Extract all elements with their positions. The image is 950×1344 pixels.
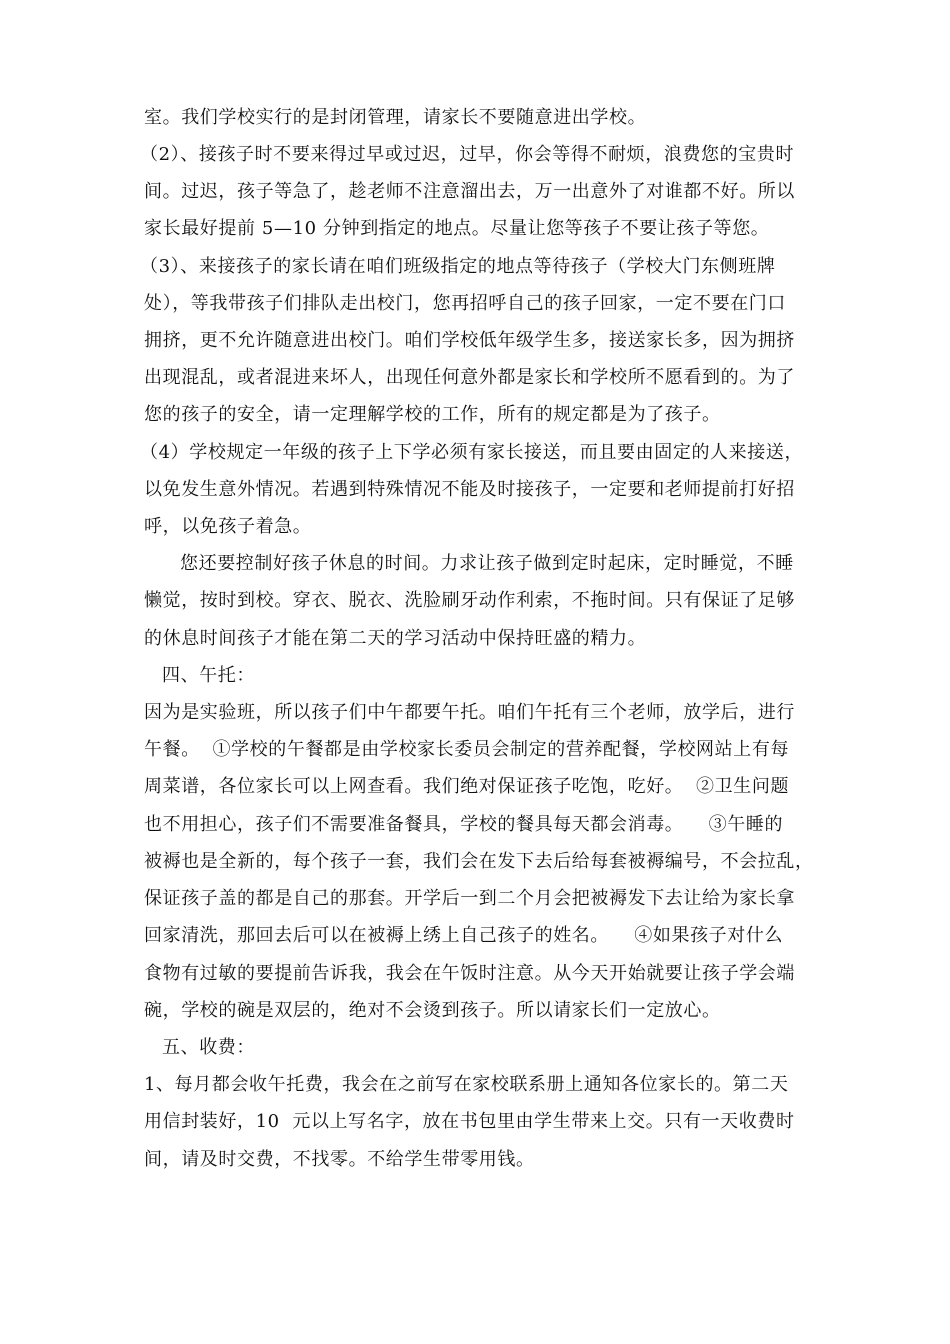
text-line: 以免发生意外情况。若遇到特殊情况不能及时接孩子，一定要和老师提前打好招	[144, 479, 795, 500]
text-line: 懒觉，按时到校。穿衣、脱衣、洗脸刷牙动作利索，不拖时间。只有保证了足够	[144, 590, 795, 611]
text-line: 也不用担心，孩子们不需要准备餐具，学校的餐具每天都会消毒。 ③午睡的	[144, 814, 784, 835]
text-line: 您还要控制好孩子休息的时间。力求让孩子做到定时起床，定时睡觉，不睡	[180, 553, 794, 574]
text-line: 回家清洗，那回去后可以在被褥上绣上自己孩子的姓名。 ④如果孩子对什么	[144, 925, 784, 946]
text-line: 因为是实验班，所以孩子们中午都要午托。咱们午托有三个老师，放学后，进行	[144, 702, 795, 723]
text-line: 食物有过敏的要提前告诉我，我会在午饭时注意。从今天开始就要让孩子学会端	[144, 963, 795, 984]
text-line: 保证孩子盖的都是自己的那套。开学后一到二个月会把被褥发下去让给为家长拿	[144, 888, 795, 909]
text-line: 呼，以免孩子着急。	[144, 516, 312, 537]
text-line: 室。我们学校实行的是封闭管理，请家长不要随意进出学校。	[144, 107, 647, 128]
text-line: 1、每月都会收午托费，我会在之前写在家校联系册上通知各位家长的。第二天	[144, 1074, 789, 1095]
text-line: 午餐。 ①学校的午餐都是由学校家长委员会制定的营养配餐，学校网站上有每	[144, 739, 790, 760]
text-line: 处），等我带孩子们排队走出校门，您再招呼自己的孩子回家，一定不要在门口	[144, 293, 786, 314]
text-line: （2）、接孩子时不要来得过早或过迟，过早，你会等得不耐烦，浪费您的宝贵时	[140, 144, 795, 165]
text-line: 拥挤，更不允许随意进出校门。咱们学校低年级学生多，接送家长多，因为拥挤	[144, 330, 795, 351]
text-line: 间。过迟，孩子等急了，趁老师不注意溜出去，万一出意外了对谁都不好。所以	[144, 181, 795, 202]
text-line: （3）、来接孩子的家长请在咱们班级指定的地点等待孩子（学校大门东侧班牌	[140, 256, 776, 277]
text-line: 用信封装好，10 元以上写名字，放在书包里由学生带来上交。只有一天收费时	[144, 1111, 795, 1132]
text-line: 周菜谱，各位家长可以上网查看。我们绝对保证孩子吃饱，吃好。 ②卫生问题	[144, 776, 790, 797]
text-line: 出现混乱，或者混进来坏人，出现任何意外都是家长和学校所不愿看到的。为了	[144, 367, 795, 388]
text-line: 家长最好提前 5—10 分钟到指定的地点。尽量让您等孩子不要让孩子等您。	[144, 218, 770, 239]
text-line: 您的孩子的安全，请一定理解学校的工作，所有的规定都是为了孩子。	[144, 404, 721, 425]
text-line: 被褥也是全新的，每个孩子一套，我们会在发下去后给每套被褥编号，不会拉乱，	[144, 851, 814, 872]
text-line: （4）学校规定一年级的孩子上下学必须有家长接送，而且要由固定的人来接送，	[140, 442, 804, 463]
text-line: 间，请及时交费，不找零。不给学生带零用钱。	[144, 1149, 535, 1170]
section-heading: 五、收费：	[162, 1037, 255, 1058]
section-heading: 四、午托：	[162, 665, 255, 686]
text-line: 的休息时间孩子才能在第二天的学习活动中保持旺盛的精力。	[144, 628, 647, 649]
text-line: 碗，学校的碗是双层的，绝对不会烫到孩子。所以请家长们一定放心。	[144, 1000, 721, 1021]
